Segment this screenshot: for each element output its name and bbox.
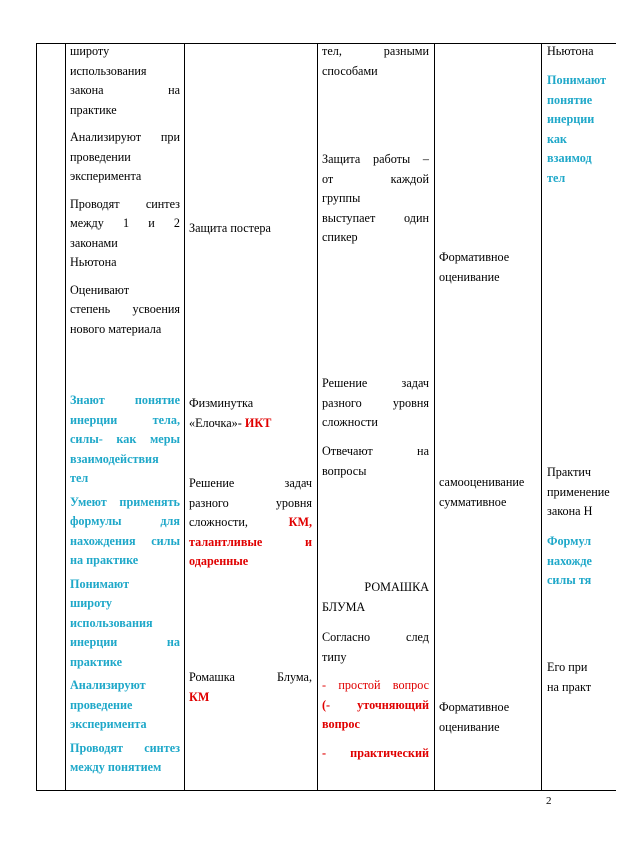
text-line: эксперимента (70, 169, 142, 183)
poster-defense-cell (189, 219, 312, 239)
text-line: тел (70, 471, 89, 485)
text-line: группы (322, 191, 361, 205)
text-line: Оценивают (70, 282, 130, 297)
text-line: на практике (70, 553, 139, 567)
text-line: степень усвоения (70, 302, 180, 316)
formative-assessment-cell-2 (439, 698, 539, 737)
text-line: как (547, 131, 567, 146)
text-line: Практич (547, 465, 592, 479)
talented-label: талантливые и (189, 534, 312, 549)
answer-questions-cell (322, 442, 429, 481)
col5-application-cell (547, 658, 617, 697)
text-line: сложности, КМ, (189, 515, 312, 529)
table-col-border (184, 43, 185, 791)
outcome-paragraph (70, 42, 180, 120)
col5-top-cell (547, 42, 617, 62)
text-line: формулы для (70, 514, 180, 528)
fizminutka-text: Физминутка (189, 396, 254, 410)
text-line: сложности (322, 415, 378, 429)
gifted-label: одаренные (189, 554, 249, 568)
km-label: КМ, (288, 515, 312, 529)
table-col-border (65, 43, 66, 791)
text-line: на практ (547, 679, 592, 694)
text-line: вопросы (322, 463, 367, 478)
text-line: Формул (547, 534, 592, 548)
table-col-border (434, 43, 435, 791)
text-line: силы- как меры (70, 432, 180, 446)
poster-defense-text: Защита постера (189, 221, 271, 235)
fizminutka-cell (189, 394, 312, 433)
text-line: практике (70, 654, 123, 669)
text-line: тел (547, 170, 566, 185)
col5-formula-cell (547, 532, 617, 591)
text-line: между понятием (70, 760, 162, 774)
text-line: понятие (547, 92, 593, 107)
table-col-border (317, 43, 318, 791)
text-line: Ромашка Блума, (189, 670, 312, 684)
text-line: инерции (547, 112, 595, 126)
text-line: Знают понятие (70, 393, 180, 407)
problem-solving-cell (189, 474, 312, 572)
bloom-title-cell (322, 578, 429, 617)
formative-assessment-cell (439, 248, 539, 287)
text-line: практике (70, 102, 117, 117)
outcome-paragraph (70, 739, 180, 778)
simple-question-label: - простой вопрос (322, 678, 429, 692)
text-line: нового материала (70, 321, 162, 336)
text-line: проведение (70, 697, 133, 712)
text-line: эксперимента (70, 717, 147, 731)
text-line: Отвечают на (322, 444, 429, 458)
text-line: тел, разными (322, 44, 429, 58)
text-line: закона на (70, 83, 180, 97)
text-line: самооценивание (439, 475, 525, 489)
activity-cell-top (322, 42, 429, 81)
text-line: Анализируют при (70, 130, 180, 144)
text-line: спикер (322, 230, 358, 244)
text-line: Решение задач (189, 476, 312, 490)
text-line: оценивание (439, 269, 500, 284)
text-line: проведении (70, 149, 131, 164)
text-line: от каждой (322, 171, 429, 186)
text-line: Умеют применять (70, 494, 180, 509)
text-line: Формативное (439, 700, 510, 714)
text-line: БЛУМА (322, 599, 366, 614)
text-line: Ньютона (70, 255, 117, 269)
text-line: РОМАШКА (364, 580, 429, 594)
text-line: инерции на (70, 635, 180, 649)
col5-inertia-cell (547, 71, 617, 188)
text-line: силы тя (547, 573, 592, 587)
text-line: Его при (547, 660, 588, 674)
text-line: нахожде (547, 553, 592, 568)
col5-practice-cell (547, 463, 617, 522)
text-line: использования (70, 63, 147, 78)
practical-question-label: - практический (322, 745, 429, 760)
text-line: суммативное (439, 494, 507, 509)
self-assessment-cell (439, 473, 539, 512)
work-defense-cell (322, 150, 429, 248)
outcome-paragraph (70, 493, 180, 571)
page-number: 2 (546, 795, 552, 807)
text-line: закона Н (547, 504, 593, 518)
outcome-paragraph (70, 575, 180, 673)
fizminutka-line: «Елочка»- ИКТ (189, 415, 272, 430)
text-line: Формативное (439, 250, 510, 264)
text-line: Проводят синтез (70, 740, 180, 755)
text-line: Защита работы – (322, 152, 429, 166)
text-line: нахождения силы (70, 533, 180, 548)
text-line: Анализируют (70, 678, 146, 692)
text-line: широту (70, 44, 110, 58)
text-line: способами (322, 63, 378, 78)
text-line: Проводят синтез (70, 196, 180, 211)
text-line: инерции тела, (70, 412, 180, 427)
km-label: КМ (189, 689, 210, 704)
text-line: использования (70, 615, 153, 630)
text-line: Понимают (70, 576, 130, 591)
text-line: Понимают (547, 73, 607, 87)
text-line: разного уровня (322, 395, 429, 410)
table-col-border (36, 43, 37, 791)
text-line: широту (70, 596, 112, 610)
outcome-paragraph (70, 391, 180, 489)
outcome-paragraph (70, 128, 180, 187)
text-line: оценивание (439, 719, 500, 734)
bloom-chamomile-cell (189, 668, 312, 707)
text-line: выступает один (322, 210, 429, 225)
outcome-paragraph (70, 195, 180, 273)
text-line: разного уровня (189, 495, 312, 510)
solve-tasks-cell (322, 374, 429, 433)
text-line: типу (322, 649, 347, 664)
text-line: Решение задач (322, 376, 429, 390)
ikt-label: ИКТ (244, 415, 272, 430)
outcome-paragraph (70, 281, 180, 340)
question-types-cell (322, 628, 429, 763)
text-line: взаимодействия (70, 451, 159, 466)
text-line: Согласно след (322, 630, 429, 644)
outcomes-column (70, 42, 180, 782)
text-line: применение (547, 484, 610, 499)
table-bottom-border (36, 790, 616, 791)
text-line: взаимод (547, 151, 592, 165)
text-line: между 1 и 2 (70, 216, 180, 230)
text-line: вопрос (322, 717, 360, 731)
table-col-border (541, 43, 542, 791)
text-line: законами (70, 235, 118, 250)
clarifying-question-label: (- уточняющий (322, 697, 429, 712)
outcome-paragraph (70, 676, 180, 735)
text-line: Ньютона (547, 44, 594, 58)
